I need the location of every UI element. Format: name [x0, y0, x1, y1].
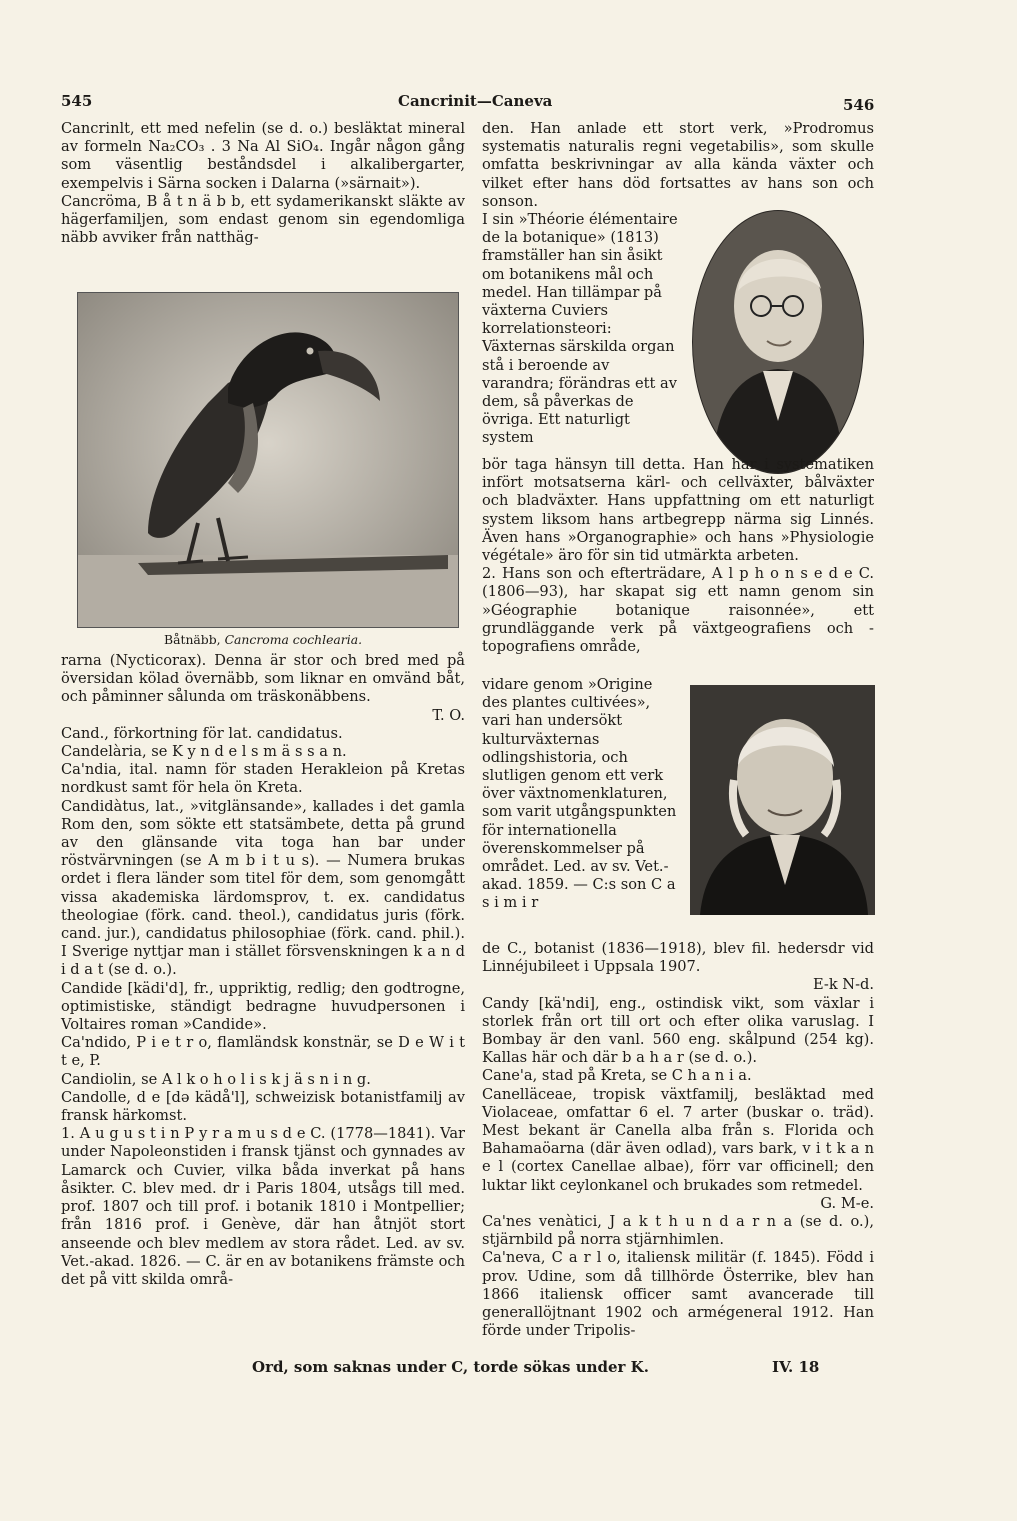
- signature-to: T. O.: [432, 706, 465, 724]
- right-narrow-text-1: [482, 211, 678, 448]
- caption-species: Cancroma cochlearia.: [224, 632, 363, 647]
- entry-candolle: Candolle, d e [də kädå'l], schweizisk botanistfamilj av fransk härkomst.: [61, 1088, 465, 1125]
- boat-billed-heron-photo: [77, 292, 459, 628]
- photo-caption: [61, 632, 465, 647]
- left-page-number: 545: [61, 92, 93, 110]
- entry-systematik: bör taga hänsyn till detta. Han har i systematiken infört motsatserna kärl- och cellväxter, bålväxter och bladväxter. Hans uppfattning om ett naturligt system liksom hans artbegrepp närma sig Linnés. Även hans »Organographie» och hans »Physiologie végétale» äro för sin tid utmärkta arbeten.: [482, 456, 874, 565]
- right-column-bottom: [482, 940, 874, 1340]
- right-column-middle: [482, 456, 874, 656]
- right-page-number: 546: [843, 96, 875, 114]
- entry-candido: Ca'ndido, P i e t r o, flamländsk konstnär, se D e W i t t e, P.: [61, 1034, 465, 1070]
- right-column-top: [482, 120, 874, 211]
- entry-canes-venatici: Ca'nes venàtici, J a k t h u n d a r n a (se d. o.), stjärnbild på norra stjärnhimlen.: [482, 1213, 874, 1249]
- portrait-alphonse-de-candolle: [690, 685, 875, 915]
- signature-ekn: E-k N-d.: [812, 976, 874, 994]
- left-column-top: [61, 120, 465, 247]
- entry-cand: Cand., förkortning för lat. candidatus.: [61, 724, 343, 742]
- footer-note: Ord, som saknas under C, torde sökas under K.: [252, 1358, 649, 1376]
- heron-illustration: [78, 293, 458, 627]
- caption-plain: Båtnäbb,: [163, 632, 225, 647]
- entry-candiolin: Candiolin, se A l k o h o l i s k j ä s n i n g.: [61, 1070, 371, 1088]
- entry-candy: Candy [kä'ndi], eng., ostindisk vikt, som växlar i storlek från ort till ort och efter olika varuslag. I Bombay är den vanl. 560 eng. skålpund (254 kg). Kallas här och där b a h a r (se d. o.).: [482, 994, 874, 1067]
- right-narrow-text-2: [482, 676, 680, 913]
- entry-theorie: I sin »Théorie élémentaire de la botanique» (1813) framställer han sin åsikt om botanikens mål och medel. Han tillämpar på växterna Cuviers korrelationsteori: Växternas särskilda organ stå i beroende av varandra; förändras ett av dem, så påverkas de övriga. Ett naturligt system: [482, 211, 678, 447]
- entry-augustin-pyramus: 1. A u g u s t i n P y r a m u s d e C. (1778—1841). Var under Napoleonstiden i fransk tjänst och gynnades av Lamarck och Cuvier, vilka båda inverkat på hans åsikter. C. blev med. dr i Paris 1804, utsågs till med. prof. 1807 och till prof. i botanik 1810 i Montpellier; från 1816 prof. i Genève, där han åtnjöt stort anseende och blev medlem av stora rådet. Led. av sv. Vet.-akad. 1826. — C. är en av botanikens främste och det på vitt skilda områ-: [61, 1125, 465, 1288]
- entry-canellaceae: Canelläceae, tropisk växtfamilj, besläktad med Violaceae, omfattar 6 el. 7 arter (buskar o. träd). Mest bekant är Canella alba från s. Florida och Bahamaöarna (där även odlad), vars bark, v i t k a n e l (cortex Canellae albae), förr var officinell; den luktar likt ceylonkanel och brukades som retmedel.: [482, 1085, 874, 1194]
- portrait-augustin-de-candolle: [692, 210, 864, 474]
- entry-cancroma-cont: rarna (Nycticorax). Denna är stor och bred med på översidan kölad övernäbb, som liknar en omvänd båt, och påminner sålunda om träskonäbbens.: [61, 652, 465, 706]
- entry-candide: Candide [kädi'd], fr., uppriktig, redlig; den godtrogne, optimistiske, ständigt bedragne huvudpersonen i Voltaires roman »Candide».: [61, 979, 465, 1034]
- portrait-illustration-1: [693, 211, 863, 473]
- entry-candolle-cont: den. Han anlade ett stort verk, »Prodromus systematis naturalis regni vegetabilis», som skulle omfatta beskrivningar av alla kända växter och vilket efter hans död fortsattes av hans son och sonson.: [482, 120, 874, 210]
- entry-caneva: Ca'neva, C a r l o, italiensk militär (f. 1845). Född i prov. Udine, som då tillhörde Österrike, blev han 1866 italiensk officer samt avancerade till generallöjtnant 1902 och armégeneral 1912. Han förde under Tripolis-: [482, 1249, 874, 1340]
- entry-casimir: de C., botanist (1836—1918), blev fil. hedersdr vid Linnéjubileet i Uppsala 1907.: [482, 940, 874, 976]
- portrait-illustration-2: [690, 685, 875, 915]
- left-column-bottom: [61, 652, 465, 1289]
- entry-alphonse: 2. Hans son och efterträdare, A l p h o n s e d e C. (1806—93), har skapat sig ett namn genom sin »Géographie botanique raisonnée», ett grundläggande verk på växtgeografiens och -topografiens område,: [482, 565, 874, 656]
- running-title: Cancrinit—Caneva: [398, 92, 553, 110]
- entry-candidatus: Candidàtus, lat., »vitglänsande», kallades i det gamla Rom den, som sökte ett statsämbete, detta på grund av den glänsande vita toga han bar under röstvärvningen (se A m b i t u s). — Numera brukas ordet i flera länder som titel för dem, som genomgått vissa akademiska lärdomsprov, t. ex. candidatus theologiae (förk. cand. theol.), candidatus juris (förk. cand. jur.), candidatus philosophiae (förk. cand. phil.). I Sverige nyttjar man i stället försvenskningen k a n d i d a t (se d. o.).: [61, 797, 465, 979]
- entry-cancrinit: Cancrinlt, ett med nefelin (se d. o.) besläktat mineral av formeln Na₂CO₃ . 3 Na Al SiO₄. Ingår någon gång som väsentlig beståndsdel i alkalibergarter, exempelvis i Särna socken i Dalarna (»särnait»).: [61, 120, 465, 192]
- volume-marker: IV. 18: [772, 1358, 820, 1376]
- signature-gme: G. M-e.: [820, 1194, 874, 1212]
- entry-candia: Ca'ndia, ital. namn för staden Herakleion på Kretas nordkust samt för hela ön Kreta.: [61, 761, 465, 797]
- entry-candelaria: Candelària, se K y n d e l s m ä s s a n.: [61, 743, 347, 761]
- entry-canea: Cane'a, stad på Kreta, se C h a n i a.: [482, 1067, 752, 1085]
- entry-cancroma: Cancröma, B å t n ä b b, ett sydamerikanskt släkte av hägerfamiljen, som endast genom sin egendomliga näbb avviker från natthäg-: [61, 192, 465, 247]
- entry-origine: vidare genom »Origine des plantes cultivées», vari han undersökt kulturväxternas odlingshistoria, och slutligen genom ett verk över växtnomenklaturen, som varit utgångspunkten för internationella överenskommelser på området. Led. av sv. Vet.-akad. 1859. — C:s son C a s i m i r: [482, 676, 677, 912]
